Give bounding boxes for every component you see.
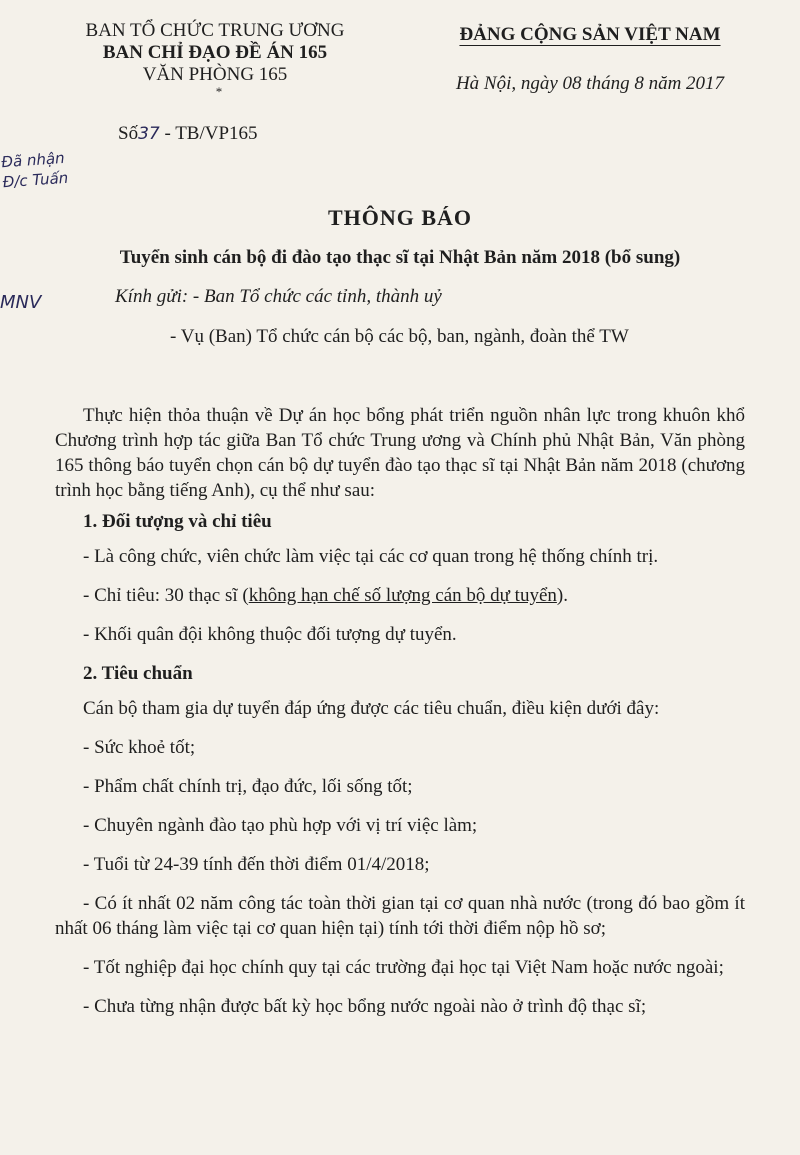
document-body — [55, 403, 745, 1025]
star-mark: * — [215, 84, 223, 99]
document-title: THÔNG BÁO — [327, 205, 473, 230]
section-1-item: - Khối quân đội không thuộc đối tượng dự tuyển. — [83, 624, 457, 645]
section-2-item: - Có ít nhất 02 năm công tác toàn thời gian tại cơ quan nhà nước (trong đó bao gồm ít nhất 06 tháng làm việc tại cơ quan hiện tại) tính tới thời điểm nộp hồ sơ; — [55, 893, 745, 939]
underlined-phrase: không hạn chế số lượng cán bộ dự tuyển — [248, 585, 557, 606]
section-2-item: - Chuyên ngành đào tạo phù hợp với vị trí việc làm; — [83, 815, 478, 836]
recipient-label: Kính gửi: — [115, 286, 189, 307]
section-1-heading: 1. Đối tượng và chỉ tiêu — [83, 511, 272, 532]
section-2-item: - Tốt nghiệp đại học chính quy tại các trường đại học tại Việt Nam hoặc nước ngoài; — [83, 957, 724, 978]
handwritten-number: 37 — [138, 124, 160, 144]
recipient-line-1: Kính gửi: - Ban Tổ chức các tỉnh, thành uỷ — [115, 286, 442, 307]
issuer-org: BAN TỔ CHỨC TRUNG ƯƠNG — [85, 20, 345, 41]
section-1-item: - Chỉ tiêu: 30 thạc sĩ (không hạn chế số lượng cán bộ dự tuyển). — [83, 585, 568, 606]
party-name: ĐẢNG CỘNG SẢN VIỆT NAM — [459, 24, 721, 45]
section-1-item: - Là công chức, viên chức làm việc tại các cơ quan trong hệ thống chính trị. — [83, 546, 659, 567]
issuer-block — [50, 20, 380, 98]
issuer-office: VĂN PHÒNG 165 — [142, 64, 288, 85]
document-subtitle: Tuyển sinh cán bộ đi đào tạo thạc sĩ tại Nhật Bản năm 2018 (bổ sung) — [119, 247, 681, 268]
issue-date: Hà Nội, ngày 08 tháng 8 năm 2017 — [455, 73, 725, 94]
handwritten-note: Đã nhận Đ/c Tuấn — [0, 148, 69, 192]
section-2-heading: 2. Tiêu chuẩn — [83, 663, 193, 684]
issuer-suborg: BAN CHỈ ĐẠO ĐỀ ÁN 165 — [102, 42, 328, 63]
party-block — [430, 24, 750, 95]
handwritten-margin-note: MNV — [0, 292, 42, 313]
section-2-item: - Tuổi từ 24-39 tính đến thời điểm 01/4/2018; — [83, 854, 430, 875]
section-2-intro: Cán bộ tham gia dự tuyển đáp ứng được các tiêu chuẩn, điều kiện dưới đây: — [83, 698, 660, 719]
document-number: Số37 - TB/VP165 — [118, 123, 258, 144]
recipient-line-2: - Vụ (Ban) Tổ chức cán bộ các bộ, ban, ngành, đoàn thể TW — [170, 326, 629, 347]
section-2-item: - Sức khoẻ tốt; — [83, 737, 196, 758]
section-2-item: - Chưa từng nhận được bất kỳ học bổng nước ngoài nào ở trình độ thạc sĩ; — [83, 996, 647, 1017]
section-2-item: - Phẩm chất chính trị, đạo đức, lối sống tốt; — [83, 776, 413, 797]
intro-paragraph: Thực hiện thỏa thuận về Dự án học bổng phát triển nguồn nhân lực trong khuôn khổ Chương trình hợp tác giữa Ban Tổ chức Trung ương và Chính phủ Nhật Bản, Văn phòng 165 thông báo tuyển chọn cán bộ dự tuyển đào tạo thạc sĩ tại Nhật Bản năm 2018 (chương trình học bằng tiếng Anh), cụ thể như sau: — [55, 405, 745, 501]
